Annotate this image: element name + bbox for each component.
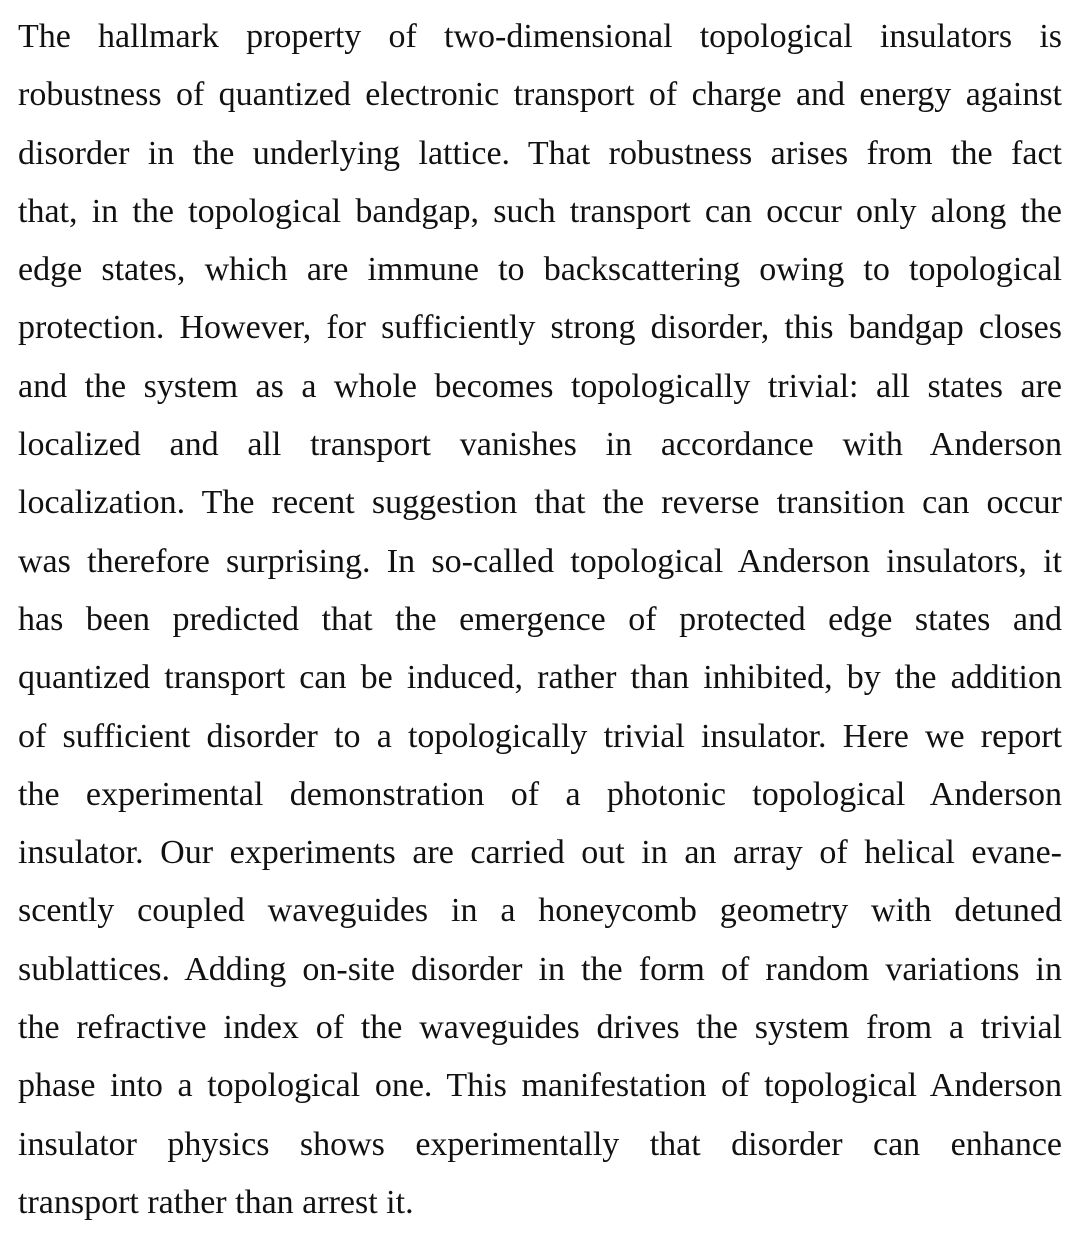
text-line: edge states, which are immune to backscattering owing to topological — [18, 251, 1062, 289]
text-line: the refractive index of the waveguides drives the system from a trivial — [18, 1009, 1062, 1047]
text-line: The hallmark property of two-dimensional topological insulators is — [18, 18, 1062, 55]
text-line: quantized transport can be induced, rather than inhibited, by the addition — [18, 659, 1062, 697]
text-line: that, in the topological bandgap, such transport can occur only along the — [18, 192, 1062, 230]
text-line: localization. The recent suggestion that the reverse transition can occur — [18, 484, 1062, 522]
text-line: localized and all transport vanishes in accordance with Anderson — [18, 426, 1062, 464]
abstract-paragraph — [18, 12, 1062, 1236]
text-line: sublattices. Adding on-site disorder in the form of random variations in — [18, 950, 1062, 988]
text-line: was therefore surprising. In so-called topological Anderson insulators, it — [18, 542, 1062, 580]
text-line: transport rather than arrest it. — [18, 1183, 414, 1221]
text-line: phase into a topological one. This manifestation of topological Anderson — [18, 1067, 1062, 1105]
text-line: protection. However, for sufficiently strong disorder, this bandgap closes — [18, 309, 1062, 347]
text-line: robustness of quantized electronic transport of charge and energy against — [18, 76, 1062, 114]
text-line: insulator physics shows experimentally that disorder can enhance — [18, 1125, 1062, 1163]
text-line: of sufficient disorder to a topologically trivial insulator. Here we report — [18, 717, 1062, 755]
text-line: and the system as a whole becomes topologically trivial: all states are — [18, 367, 1062, 405]
text-line: has been predicted that the emergence of protected edge states and — [18, 600, 1062, 638]
text-line: the experimental demonstration of a photonic topological Anderson — [18, 775, 1062, 813]
text-line: insulator. Our experiments are carried out in an array of helical evane- — [18, 834, 1062, 872]
text-line: scently coupled waveguides in a honeycomb geometry with detuned — [18, 892, 1062, 930]
text-line: disorder in the underlying lattice. That robustness arises from the fact — [18, 134, 1062, 172]
